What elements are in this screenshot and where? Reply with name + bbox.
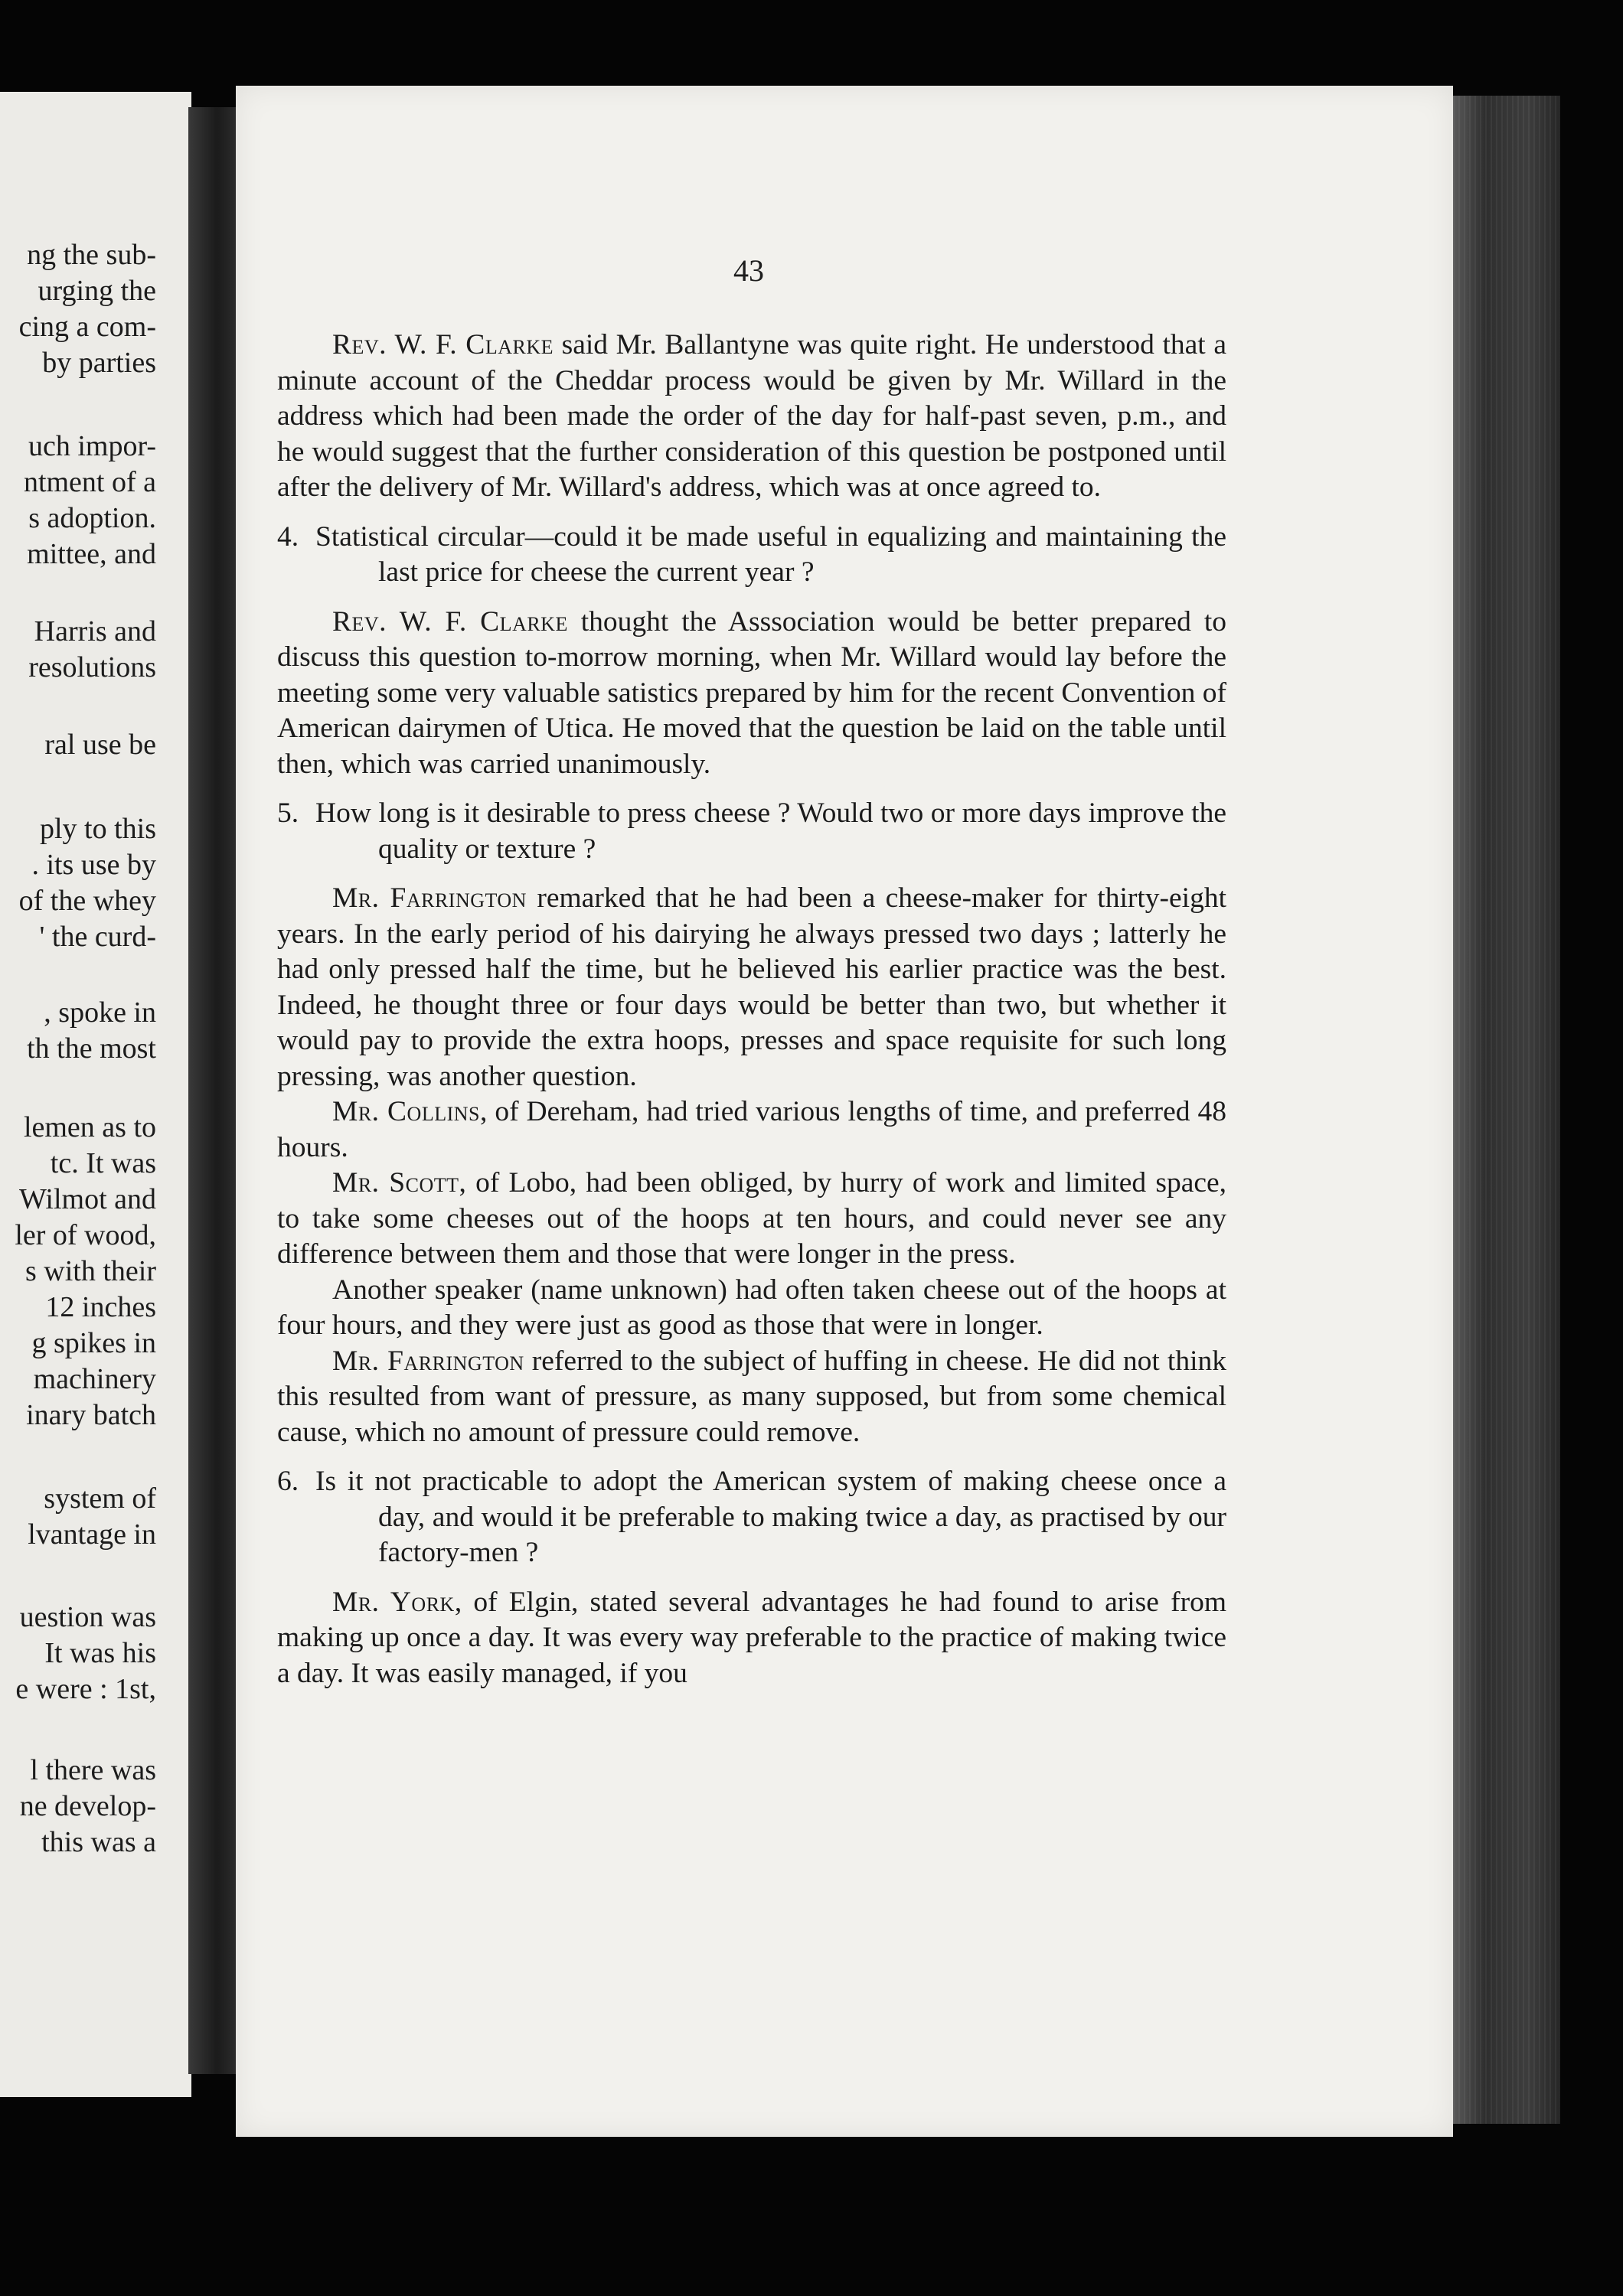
paragraph-farrington-2 (277, 1344, 1226, 1451)
page-number: 43 (733, 253, 764, 288)
facing-page-line: 12 inches (45, 1291, 156, 1323)
paragraph-text: said Mr. Ballantyne was quite right. He understood that a minute account of the Cheddar process would be given by Mr. Willard in the address which had been made the order of the day for half-past seven, p.m., and he would suggest that the further consideration of this question be postponed until after the delivery of Mr. Willard's address, which was at once agreed to. (277, 329, 1227, 503)
speaker-name: Mr. York (332, 1586, 455, 1618)
paragraph-text: remarked that he had been a cheese-maker for thirty-eight years. In the early period of his dairying he always pressed two days ; latterly he had only pressed half the time, but he believed his earlier practice was the best. Indeed, he thought three or four days would be better than two, but whether it would pay to provide the extra hoops, presses and space requisite for such long pressing, was another question. (277, 882, 1226, 1092)
facing-page-line: system of (44, 1482, 156, 1515)
facing-page-line: uch impor- (28, 430, 156, 462)
speaker-name: Mr. Collins (332, 1096, 480, 1127)
facing-page-line: ne develop- (19, 1790, 156, 1822)
facing-page-line: ply to this (39, 813, 156, 845)
facing-page-line: , spoke in (44, 996, 156, 1029)
facing-page-line: It was his (44, 1637, 156, 1669)
facing-page-line: ntment of a (23, 466, 156, 498)
facing-page-line: s with their (25, 1255, 156, 1287)
question-text: Is it not practicable to adopt the American system of making cheese once a day, and would it be preferable to making twice a day, as practised by our factory-men ? (315, 1466, 1226, 1568)
facing-page-line: g spikes in (31, 1327, 156, 1359)
page-edges-texture (1453, 96, 1560, 2124)
speaker-name: Rev. W. F. Clarke (332, 605, 568, 638)
paragraph-another-speaker (277, 1273, 1226, 1344)
paragraph-text: , of Lobo, had been obliged, by hurry of work and limited space, to take some cheeses out of the hoops at ten hours, and could never see any difference between them and those that were longer in the press. (277, 1167, 1226, 1270)
facing-page-line: th the most (27, 1032, 156, 1065)
paragraph-text: , of Dereham, had tried various lengths of time, and preferred 48 hours. (277, 1096, 1226, 1163)
paragraph-text: thought the Asssociation would be better prepared to discuss this question to-morrow morning, when Mr. Willard would lay before the meeting some very valuable satistics prepared by him for the recent Convention of American dairymen of Utica. He moved that the question be laid on the table until then, which was carried unanimously. (277, 605, 1226, 780)
page-body (277, 328, 1226, 1691)
facing-page-line: ng the sub- (27, 239, 156, 271)
question-5 (277, 796, 1226, 867)
facing-page-line: ' the curd- (39, 921, 156, 953)
paragraph-text: Another speaker (name unknown) had often taken cheese out of the hoops at four hours, and they were just as good as those that were in longer. (277, 1274, 1226, 1341)
speaker-name: Rev. W. F. Clarke (332, 329, 554, 360)
question-number: 5. (277, 797, 299, 829)
facing-page-line: . its use by (31, 849, 156, 881)
question-text: Statistical circular—could it be made useful in equalizing and maintaining the last price for cheese the current year ? (315, 520, 1226, 588)
speaker-name: Mr. Farrington (332, 1345, 524, 1377)
question-4 (277, 520, 1226, 591)
facing-page-line: of the whey (18, 885, 156, 917)
facing-page-line: l there was (30, 1754, 156, 1786)
facing-page-line: this was a (41, 1826, 156, 1858)
facing-page-line: e were : 1st, (15, 1673, 156, 1705)
facing-page-line: s adoption. (28, 502, 156, 534)
paragraph-clarke-2 (277, 605, 1226, 783)
facing-page-line: by parties (42, 347, 156, 379)
facing-page-line: urging the (38, 275, 156, 307)
facing-page-line: inary batch (26, 1399, 156, 1431)
facing-page-line: resolutions (28, 651, 156, 683)
facing-page-line: lemen as to (23, 1111, 156, 1143)
speaker-name: Mr. Farrington (332, 882, 527, 914)
facing-page-line: Wilmot and (19, 1183, 156, 1215)
facing-page-line: cing a com- (18, 311, 156, 343)
paragraph-scott (277, 1166, 1226, 1273)
facing-page-line: ral use be (44, 729, 156, 761)
facing-page-line: machinery (33, 1363, 156, 1395)
facing-page-line: mittee, and (27, 538, 156, 570)
facing-page-line: Harris and (34, 615, 156, 647)
facing-page-line: lvantage in (28, 1518, 156, 1551)
speaker-name: Mr. Scott (332, 1167, 459, 1199)
facing-page-fragment (0, 92, 191, 2097)
paragraph-collins (277, 1094, 1226, 1166)
paragraph-text: , of Elgin, stated several advantages he had found to arise from making up once a day. It was every way preferable to the practice of making twice a day. It was easily managed, if you (277, 1586, 1226, 1689)
book-gutter (188, 107, 236, 2074)
facing-page-line: uestion was (19, 1601, 156, 1633)
paragraph-farrington-1 (277, 881, 1226, 1094)
facing-page-line: ler of wood, (15, 1219, 156, 1251)
facing-page-line: tc. It was (50, 1147, 156, 1179)
question-number: 6. (277, 1466, 299, 1497)
paragraph-clarke-1 (277, 328, 1226, 506)
paragraph-text: referred to the subject of huffing in cheese. He did not think this resulted from want of pressure, as many supposed, but from some chemical cause, which no amount of pressure could remove. (277, 1345, 1226, 1448)
question-6 (277, 1464, 1226, 1571)
question-number: 4. (277, 520, 299, 553)
paragraph-york (277, 1585, 1226, 1692)
question-text: How long is it desirable to press cheese ? Would two or more days improve the quality or texture ? (315, 797, 1226, 865)
